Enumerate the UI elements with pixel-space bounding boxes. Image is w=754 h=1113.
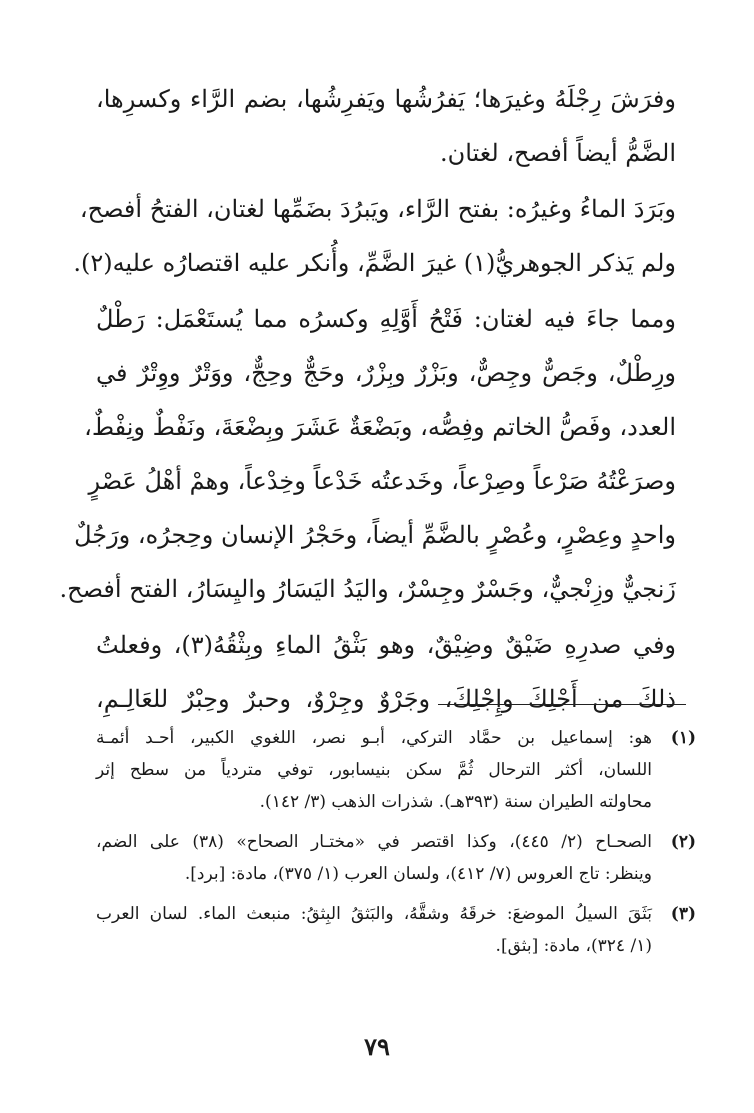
footnote-number: (٣)	[670, 904, 696, 924]
footnote-2	[96, 826, 696, 890]
footnote-1	[96, 722, 696, 818]
text-line: زَنجيٌّ وزِنْجيٌّ، وجَسْرٌ وجِسْرٌ، واليَدُ اليَسَارُ واليِسَارُ، الفتح أفصح.	[59, 575, 676, 603]
footnote-number: (٢)	[670, 832, 696, 852]
paragraph-barada	[73, 182, 696, 290]
footnote-body	[96, 898, 652, 962]
text-line: واحدٍ وعِصْرٍ، وعُصْرٍ بالضَّمِّ أيضاً، وحَجْرُ الإنسان وحِجرُه، ورَجُلٌ	[74, 521, 676, 549]
footnote-line: الصحـاح (٢/ ٤٤٥)، وكذا اقتصر في «مختـار الصحاح» (٣٨) على الضم،	[96, 832, 653, 852]
paragraph-farasha	[96, 72, 696, 180]
footnote-line: وينظر: تاج العروس (٧/ ٤١٢)، ولسان العرب (١/ ٣٧٥)، مادة: [برد].	[184, 864, 652, 884]
footnote-body	[96, 826, 652, 890]
text-line: ومما جاءَ فيه لغتان: فَتْحُ أَوَّلِهِ وكسرُه مما يُستَعْمَل: رَطْلٌ	[96, 305, 676, 333]
footnotes	[96, 722, 696, 970]
text-line: ذلكَ من أَجْلِكَ وإِجْلِكَ، وجَرْوٌ وجِرْوٌ، وحبرٌ وحِبْرٌ للعَالِـمِ،	[96, 685, 676, 713]
text-line: وصرَعْتُهُ صَرْعاً وصِرْعاً، وخَدعتُه خَدْعاً وخِدْعاً، وهمْ أهْلُ عَصْرٍ	[88, 467, 676, 495]
footnote-3	[96, 898, 696, 962]
text-line: الضَّمُّ أيضاً أفصح، لغتان.	[439, 139, 676, 167]
footnote-separator	[438, 704, 686, 705]
footnote-line: اللسان، أكثر الترحال ثُمَّ سكن بنيسابور، توفي متردياً من سطح إثر	[96, 760, 652, 780]
page-number: ٧٩	[364, 1032, 390, 1061]
footnote-line: (١/ ٣٢٤)، مادة: [بثق].	[495, 936, 652, 956]
footnote-line: محاولته الطيران سنة (٣٩٣هـ). شذرات الذهب (٣/ ١٤٢).	[259, 792, 652, 812]
main-text	[59, 72, 696, 726]
text-line: وفرَشَ رِجْلَهُ وغيرَها؛ يَفرُشُها ويَفرِشُها، بضم الرَّاء وكسرِها،	[96, 85, 676, 113]
text-line: وبَرَدَ الماءُ وغيرُه: بفتح الرَّاء، ويَبرُدَ بضَمِّها لغتان، الفتحُ أفصح،	[79, 195, 676, 223]
text-line: ولم يَذكر الجوهريُّ(١) غيرَ الضَّمِّ، وأُنكر عليه اقتصارُه عليه(٢).	[73, 249, 676, 277]
paragraph-sadr	[96, 618, 696, 726]
footnote-line: بَثَقَ السيلُ الموضعَ: خرقَهُ وشقَّهُ، والبَثقُ البِثقُ: منبعث الماء. لسان العرب	[96, 904, 652, 924]
footnote-body	[96, 722, 652, 818]
footnote-number: (١)	[670, 728, 696, 748]
text-line: ورِطْلٌ، وجَصٌّ وجِصٌّ، وبَزْرٌ وبِزْرٌ، وحَجٌّ وحِجٌّ، ووَتْرٌ ووِتْرٌ في	[96, 359, 676, 387]
footnote-line: هو: إسماعيل بن حمَّاد التركي، أبـو نصر، اللغوي الكبير، أحـد أئمـة	[96, 728, 652, 748]
paragraph-two-dialects	[59, 292, 696, 616]
text-line: وفي صدرِهِ ضَيْقٌ وضِيْقٌ، وهو بَثْقُ الماءِ وبِثْقُهُ(٣)، وفعلتُ	[96, 631, 677, 659]
text-line: العدد، وفَصُّ الخاتم وفِصُّه، وبَضْعَةٌ عَشَرَ وبِضْعَةَ، ونَفْطٌ ونِفْطٌ،	[84, 413, 676, 441]
